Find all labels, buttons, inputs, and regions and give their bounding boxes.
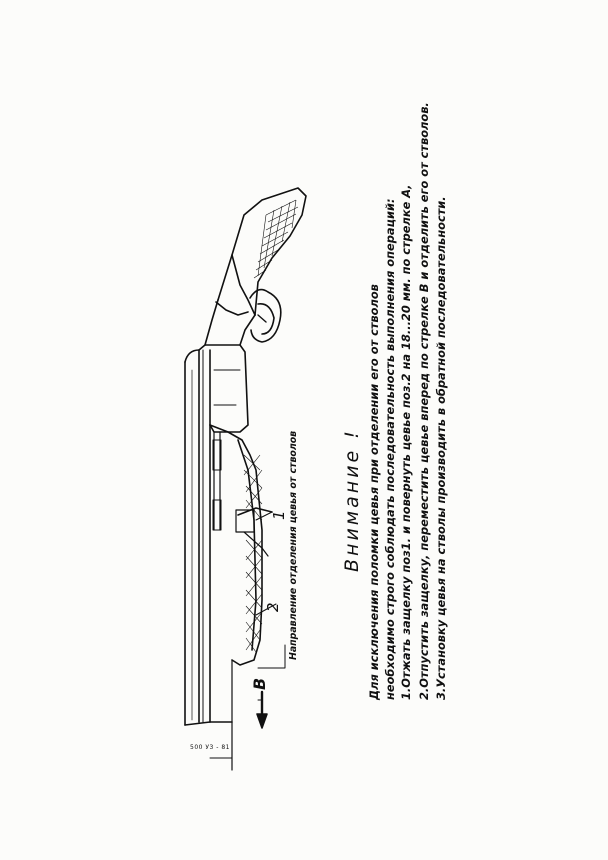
arrow-label-b: В [250,677,269,690]
fore-end [210,425,262,665]
callout-1: 1 [270,510,288,520]
instruction-line: Для исключения поломки цевья при отделении его от стволов [367,284,381,700]
page-title: Внимание ! [341,428,363,572]
stamp-text: 500 У3 - 81 [190,744,230,751]
callout-2: 2 [264,602,282,612]
receiver [199,300,255,432]
instruction-line: 1.Отжать защелку поз1. и повернуть цевье поз.2 на 18...20 мм. по стрелке А, [399,184,413,700]
instruction-line: 3.Установку цевья на стволы производить в обратной последовательности. [434,196,448,700]
direction-label: Направление отделения цевья от стволов [288,430,299,660]
instruction-line: необходимо строго соблюдать последовательность выполнения операций: [383,198,397,700]
instruction-line: 2.Отпустить защелку, переместить цевье вперед по стрелке В и отделить его от стволов. [417,102,431,700]
barrels [185,350,232,725]
